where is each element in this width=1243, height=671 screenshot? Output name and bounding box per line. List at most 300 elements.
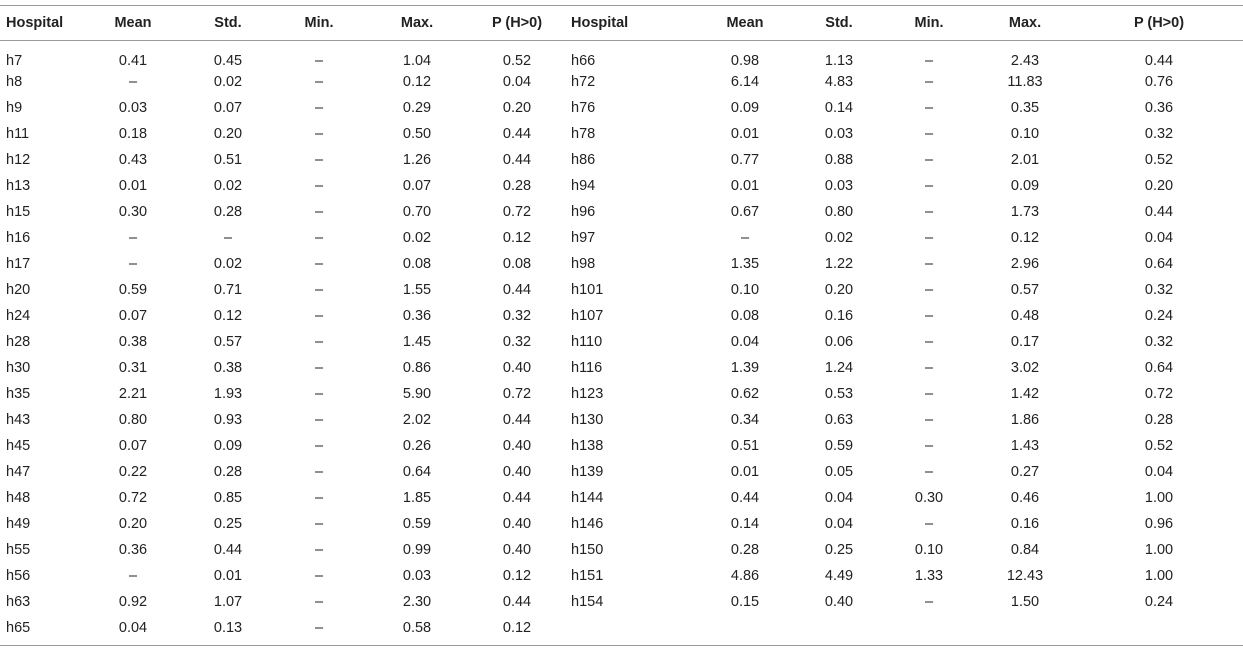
table-row (0, 121, 1243, 147)
cell-right-std: 0.04 (824, 490, 854, 506)
cell-right-min: 0.30 (914, 490, 944, 506)
cell-left-p-h-gt-0: 0.72 (502, 204, 532, 220)
table-row (0, 41, 1243, 70)
cell-right-mean: 1.39 (730, 360, 760, 376)
data-table-container (0, 5, 1185, 646)
cell-right-std: 0.63 (824, 412, 854, 428)
cell-right-max: 0.48 (1010, 308, 1040, 324)
header-right-max: Max. (1008, 15, 1042, 31)
table-row (0, 537, 1243, 563)
cell-left-mean: 0.20 (118, 516, 148, 532)
cell-left-min: – (314, 412, 324, 428)
cell-right-mean: 0.04 (730, 334, 760, 350)
cell-left-p-h-gt-0: 0.40 (502, 360, 532, 376)
cell-right-p-h-gt-0: 0.72 (1144, 386, 1174, 402)
cell-left-std: 0.12 (213, 308, 243, 324)
cell-right-hospital: h146 (571, 516, 604, 532)
table-row (0, 355, 1243, 381)
cell-right-p-h-gt-0: 0.44 (1144, 204, 1174, 220)
cell-right-min: – (924, 386, 934, 402)
cell-right-mean: 0.01 (730, 178, 760, 194)
cell-left-std: 0.28 (213, 204, 243, 220)
table-body (0, 41, 1243, 646)
cell-right-max: 0.57 (1010, 282, 1040, 298)
cell-left-mean: 0.07 (118, 308, 148, 324)
cell-left-hospital: h30 (6, 360, 31, 376)
cell-left-max: 5.90 (402, 386, 432, 402)
cell-left-p-h-gt-0: 0.44 (502, 126, 532, 142)
cell-left-max: 0.26 (402, 438, 432, 454)
cell-right-std: 0.80 (824, 204, 854, 220)
cell-right-mean: 4.86 (730, 568, 760, 584)
cell-left-max: 0.08 (402, 256, 432, 272)
cell-left-max: 1.85 (402, 490, 432, 506)
table-row (0, 615, 1243, 646)
cell-right-mean: 0.01 (730, 464, 760, 480)
cell-right-mean: 0.15 (730, 594, 760, 610)
cell-right-hospital: h94 (571, 178, 596, 194)
cell-left-min: – (314, 308, 324, 324)
cell-left-max: 0.86 (402, 360, 432, 376)
cell-left-std: 0.25 (213, 516, 243, 532)
cell-right-hospital: h139 (571, 464, 604, 480)
cell-right-mean: 0.28 (730, 542, 760, 558)
cell-left-max: 0.64 (402, 464, 432, 480)
cell-left-hospital: h48 (6, 490, 31, 506)
cell-right-hospital: h144 (571, 490, 604, 506)
cell-right-p-h-gt-0: 0.64 (1144, 256, 1174, 272)
header-left-max: Max. (400, 15, 434, 31)
cell-right-hospital: h72 (571, 74, 596, 90)
cell-left-max: 0.36 (402, 308, 432, 324)
cell-right-hospital: h86 (571, 152, 596, 168)
cell-right-std (795, 615, 883, 646)
cell-right-mean: 0.51 (730, 438, 760, 454)
cell-left-max: 2.30 (402, 594, 432, 610)
cell-right-max: 3.02 (1010, 360, 1040, 376)
cell-right-min: – (924, 230, 934, 246)
cell-left-std: 0.51 (213, 152, 243, 168)
cell-left-max: 0.12 (402, 74, 432, 90)
cell-left-min: – (314, 594, 324, 610)
cell-left-std: 0.02 (213, 178, 243, 194)
cell-left-std: 0.93 (213, 412, 243, 428)
cell-right-max: 0.84 (1010, 542, 1040, 558)
cell-right-min: – (924, 334, 934, 350)
cell-right-min: – (924, 126, 934, 142)
cell-left-mean: 0.36 (118, 542, 148, 558)
cell-left-mean: 0.18 (118, 126, 148, 142)
cell-left-max: 0.03 (402, 568, 432, 584)
cell-right-p-h-gt-0: 0.20 (1144, 178, 1174, 194)
table-row (0, 69, 1243, 95)
cell-right-std: 0.59 (824, 438, 854, 454)
cell-left-std: 0.71 (213, 282, 243, 298)
cell-right-std: 0.16 (824, 308, 854, 324)
cell-right-std: 0.04 (824, 516, 854, 532)
cell-right-p-h-gt-0: 0.24 (1144, 594, 1174, 610)
cell-right-min (883, 615, 975, 646)
cell-right-p-h-gt-0: 0.36 (1144, 100, 1174, 116)
cell-left-mean: – (128, 74, 138, 90)
cell-left-std: 1.07 (213, 594, 243, 610)
cell-right-hospital: h97 (571, 230, 596, 246)
cell-right-min: – (924, 152, 934, 168)
cell-left-hospital: h9 (6, 100, 23, 116)
table-row (0, 277, 1243, 303)
cell-left-min: – (314, 568, 324, 584)
cell-left-p-h-gt-0: 0.44 (502, 152, 532, 168)
cell-right-std: 0.53 (824, 386, 854, 402)
cell-left-mean: 0.04 (118, 620, 148, 636)
cell-right-std: 0.02 (824, 230, 854, 246)
cell-right-std: 0.03 (824, 178, 854, 194)
table-row (0, 199, 1243, 225)
cell-left-p-h-gt-0: 0.28 (502, 178, 532, 194)
table-row (0, 433, 1243, 459)
cell-right-p-h-gt-0: 0.96 (1144, 516, 1174, 532)
cell-right-mean: 0.77 (730, 152, 760, 168)
cell-right-p-h-gt-0: 0.04 (1144, 230, 1174, 246)
cell-left-mean: 2.21 (118, 386, 148, 402)
cell-left-mean: 0.22 (118, 464, 148, 480)
cell-left-max: 1.04 (402, 53, 432, 69)
cell-left-mean: 0.38 (118, 334, 148, 350)
cell-left-p-h-gt-0: 0.04 (502, 74, 532, 90)
cell-left-std: 0.13 (213, 620, 243, 636)
cell-left-min: – (314, 334, 324, 350)
cell-left-mean: 0.07 (118, 438, 148, 454)
cell-left-p-h-gt-0: 0.44 (502, 594, 532, 610)
table-row (0, 225, 1243, 251)
cell-left-min: – (314, 360, 324, 376)
cell-right-mean: 0.67 (730, 204, 760, 220)
cell-right-max: 0.35 (1010, 100, 1040, 116)
table-row (0, 173, 1243, 199)
cell-left-hospital: h15 (6, 204, 31, 220)
cell-right-min: – (924, 178, 934, 194)
cell-left-mean: 0.01 (118, 178, 148, 194)
cell-left-mean: 0.31 (118, 360, 148, 376)
table-row (0, 381, 1243, 407)
cell-right-max: 2.43 (1010, 53, 1040, 69)
cell-left-min: – (314, 204, 324, 220)
cell-right-max: 0.16 (1010, 516, 1040, 532)
cell-right-max: 1.73 (1010, 204, 1040, 220)
cell-left-min: – (314, 620, 324, 636)
cell-left-p-h-gt-0: 0.40 (502, 438, 532, 454)
cell-left-hospital: h11 (6, 126, 30, 142)
cell-left-hospital: h16 (6, 230, 31, 246)
cell-left-hospital: h45 (6, 438, 31, 454)
cell-right-p-h-gt-0: 0.32 (1144, 334, 1174, 350)
cell-right-max: 0.17 (1010, 334, 1040, 350)
header-right-mean: Mean (726, 15, 764, 31)
cell-left-p-h-gt-0: 0.12 (502, 230, 532, 246)
cell-right-p-h-gt-0: 0.28 (1144, 412, 1174, 428)
cell-right-std: 0.25 (824, 542, 854, 558)
cell-left-max: 1.55 (402, 282, 432, 298)
cell-right-p-h-gt-0: 0.32 (1144, 282, 1174, 298)
cell-left-max: 0.02 (402, 230, 432, 246)
cell-right-mean: 0.14 (730, 516, 760, 532)
cell-left-max: 0.50 (402, 126, 432, 142)
cell-left-p-h-gt-0: 0.40 (502, 516, 532, 532)
cell-left-mean: 0.59 (118, 282, 148, 298)
cell-left-hospital: h63 (6, 594, 31, 610)
cell-left-std: 1.93 (213, 386, 243, 402)
cell-right-std: 1.22 (824, 256, 854, 272)
cell-right-min: – (924, 256, 934, 272)
table-row (0, 485, 1243, 511)
table-header-row (0, 6, 1243, 41)
cell-right-hospital (565, 615, 695, 646)
table-row (0, 589, 1243, 615)
cell-right-p-h-gt-0: 0.76 (1144, 74, 1174, 90)
cell-left-hospital: h20 (6, 282, 31, 298)
cell-left-max: 0.70 (402, 204, 432, 220)
cell-right-max: 0.46 (1010, 490, 1040, 506)
cell-left-p-h-gt-0: 0.44 (502, 412, 532, 428)
cell-right-min: – (924, 438, 934, 454)
cell-right-max: 12.43 (1006, 568, 1044, 584)
cell-right-hospital: h66 (571, 53, 596, 69)
cell-right-hospital: h150 (571, 542, 604, 558)
cell-left-std: 0.07 (213, 100, 243, 116)
cell-left-std: 0.01 (213, 568, 243, 584)
cell-right-hospital: h101 (571, 282, 604, 298)
cell-left-max: 0.58 (402, 620, 432, 636)
table-row (0, 251, 1243, 277)
cell-right-min: 0.10 (914, 542, 944, 558)
cell-left-std: 0.85 (213, 490, 243, 506)
cell-right-std: 0.14 (824, 100, 854, 116)
cell-right-p-h-gt-0: 0.52 (1144, 152, 1174, 168)
cell-right-mean: 0.62 (730, 386, 760, 402)
cell-left-mean: 0.72 (118, 490, 148, 506)
cell-right-max: 0.09 (1010, 178, 1040, 194)
cell-left-hospital: h49 (6, 516, 31, 532)
cell-left-min: – (314, 230, 324, 246)
cell-left-std: 0.02 (213, 256, 243, 272)
cell-right-p-h-gt-0: 0.44 (1144, 53, 1174, 69)
cell-right-hospital: h138 (571, 438, 604, 454)
cell-left-hospital: h47 (6, 464, 31, 480)
header-left-std: Std. (214, 15, 242, 31)
cell-right-min: – (924, 282, 934, 298)
table-row (0, 303, 1243, 329)
cell-left-min: – (314, 438, 324, 454)
cell-left-p-h-gt-0: 0.40 (502, 464, 532, 480)
cell-right-max: 2.01 (1010, 152, 1040, 168)
cell-right-min: – (924, 74, 934, 90)
cell-left-p-h-gt-0: 0.12 (502, 568, 532, 584)
cell-left-std: 0.09 (213, 438, 243, 454)
cell-right-min: – (924, 516, 934, 532)
cell-right-max: 11.83 (1007, 74, 1043, 90)
table-row (0, 407, 1243, 433)
cell-right-p-h-gt-0: 0.52 (1144, 438, 1174, 454)
cell-right-max: 0.27 (1010, 464, 1040, 480)
cell-left-mean: 0.41 (118, 53, 148, 69)
table-row (0, 147, 1243, 173)
cell-left-std: 0.38 (213, 360, 243, 376)
cell-right-mean: 0.08 (730, 308, 760, 324)
cell-right-hospital: h107 (571, 308, 604, 324)
cell-right-hospital: h116 (571, 360, 603, 376)
cell-right-min: – (924, 360, 934, 376)
header-left-min: Min. (304, 15, 334, 31)
cell-right-p-h-gt-0: 0.64 (1144, 360, 1174, 376)
cell-right-std: 0.05 (824, 464, 854, 480)
cell-right-std: 0.03 (824, 126, 854, 142)
cell-right-p-h-gt-0: 0.24 (1144, 308, 1174, 324)
cell-left-mean: – (128, 568, 138, 584)
header-left-p-h-gt-0: P (H>0) (491, 15, 543, 31)
table-row (0, 95, 1243, 121)
cell-right-max: 1.43 (1010, 438, 1040, 454)
cell-left-p-h-gt-0: 0.32 (502, 308, 532, 324)
cell-right-hospital: h154 (571, 594, 604, 610)
cell-left-hospital: h17 (6, 256, 31, 272)
cell-left-p-h-gt-0: 0.32 (502, 334, 532, 350)
cell-right-min: – (924, 464, 934, 480)
cell-right-p-h-gt-0: 0.32 (1144, 126, 1174, 142)
cell-left-mean: 0.03 (118, 100, 148, 116)
header-left-hospital: Hospital (6, 15, 64, 31)
cell-right-mean: 0.34 (730, 412, 760, 428)
cell-right-mean: 0.09 (730, 100, 760, 116)
cell-right-mean: 0.44 (730, 490, 760, 506)
cell-right-p-h-gt-0: 0.04 (1144, 464, 1174, 480)
cell-left-mean: 0.80 (118, 412, 148, 428)
cell-right-min: – (924, 204, 934, 220)
cell-right-std: 1.24 (824, 360, 854, 376)
cell-left-mean: 0.92 (118, 594, 148, 610)
cell-left-min: – (314, 490, 324, 506)
cell-left-std: 0.45 (213, 53, 243, 69)
cell-left-min: – (314, 256, 324, 272)
cell-left-p-h-gt-0: 0.12 (502, 620, 532, 636)
cell-left-mean: – (128, 230, 138, 246)
cell-left-hospital: h28 (6, 334, 31, 350)
cell-right-max: 0.12 (1010, 230, 1040, 246)
cell-left-std: 0.57 (213, 334, 243, 350)
cell-right-std: 0.06 (824, 334, 854, 350)
header-right-min: Min. (914, 15, 944, 31)
cell-right-max: 2.96 (1010, 256, 1040, 272)
cell-left-hospital: h7 (6, 53, 23, 69)
cell-left-p-h-gt-0: 0.44 (502, 490, 532, 506)
cell-left-min: – (314, 152, 324, 168)
cell-right-min: 1.33 (914, 568, 944, 584)
header-left-mean: Mean (114, 15, 152, 31)
cell-right-mean: – (740, 230, 750, 246)
cell-left-max: 1.26 (402, 152, 432, 168)
cell-right-mean: 6.14 (730, 74, 760, 90)
cell-right-mean (695, 615, 795, 646)
cell-right-std: 0.88 (824, 152, 854, 168)
cell-left-p-h-gt-0: 0.20 (502, 100, 532, 116)
cell-right-max (975, 615, 1075, 646)
cell-left-max: 0.07 (402, 178, 432, 194)
table-row (0, 511, 1243, 537)
cell-right-mean: 0.98 (730, 53, 760, 69)
cell-left-max: 2.02 (402, 412, 432, 428)
cell-left-hospital: h55 (6, 542, 31, 558)
cell-left-p-h-gt-0: 0.72 (502, 386, 532, 402)
cell-right-mean: 0.10 (730, 282, 760, 298)
cell-left-p-h-gt-0: 0.44 (502, 282, 532, 298)
cell-right-mean: 0.01 (730, 126, 760, 142)
cell-right-mean: 1.35 (730, 256, 760, 272)
cell-right-p-h-gt-0: 1.00 (1144, 568, 1174, 584)
table-row (0, 329, 1243, 355)
cell-left-std: – (223, 230, 233, 246)
cell-left-min: – (314, 126, 324, 142)
cell-left-min: – (314, 53, 324, 69)
cell-right-min: – (924, 594, 934, 610)
cell-right-p-h-gt-0 (1075, 615, 1243, 646)
cell-right-min: – (924, 100, 934, 116)
header-right-p-h-gt-0: P (H>0) (1133, 15, 1185, 31)
cell-right-max: 1.86 (1010, 412, 1040, 428)
cell-left-std: 0.02 (213, 74, 243, 90)
cell-left-hospital: h43 (6, 412, 31, 428)
cell-left-std: 0.44 (213, 542, 243, 558)
cell-left-hospital: h13 (6, 178, 31, 194)
cell-right-min: – (924, 308, 934, 324)
cell-left-mean: – (128, 256, 138, 272)
cell-left-max: 0.29 (402, 100, 432, 116)
cell-right-hospital: h110 (571, 334, 603, 350)
cell-right-std: 1.13 (824, 53, 854, 69)
cell-right-std: 0.40 (824, 594, 854, 610)
cell-left-min: – (314, 74, 324, 90)
cell-left-std: 0.28 (213, 464, 243, 480)
cell-right-hospital: h78 (571, 126, 596, 142)
cell-right-hospital: h98 (571, 256, 596, 272)
cell-right-hospital: h151 (571, 568, 604, 584)
cell-left-p-h-gt-0: 0.08 (502, 256, 532, 272)
cell-right-hospital: h123 (571, 386, 604, 402)
cell-left-max: 0.99 (402, 542, 432, 558)
cell-right-std: 0.20 (824, 282, 854, 298)
cell-right-p-h-gt-0: 1.00 (1144, 542, 1174, 558)
cell-left-min: – (314, 542, 324, 558)
header-right-hospital: Hospital (571, 15, 629, 31)
cell-left-hospital: h35 (6, 386, 31, 402)
cell-left-max: 1.45 (402, 334, 432, 350)
cell-left-max: 0.59 (402, 516, 432, 532)
cell-right-hospital: h76 (571, 100, 596, 116)
cell-right-max: 1.42 (1010, 386, 1040, 402)
cell-left-mean: 0.43 (118, 152, 148, 168)
cell-left-hospital: h12 (6, 152, 31, 168)
cell-left-min: – (314, 464, 324, 480)
cell-right-hospital: h130 (571, 412, 604, 428)
cell-left-p-h-gt-0: 0.40 (502, 542, 532, 558)
cell-right-std: 4.83 (824, 74, 854, 90)
cell-left-min: – (314, 386, 324, 402)
header-right-std: Std. (825, 15, 853, 31)
cell-left-min: – (314, 178, 324, 194)
cell-left-std: 0.20 (213, 126, 243, 142)
table-row (0, 459, 1243, 485)
cell-left-p-h-gt-0: 0.52 (502, 53, 532, 69)
cell-right-min: – (924, 53, 934, 69)
cell-right-max: 1.50 (1010, 594, 1040, 610)
